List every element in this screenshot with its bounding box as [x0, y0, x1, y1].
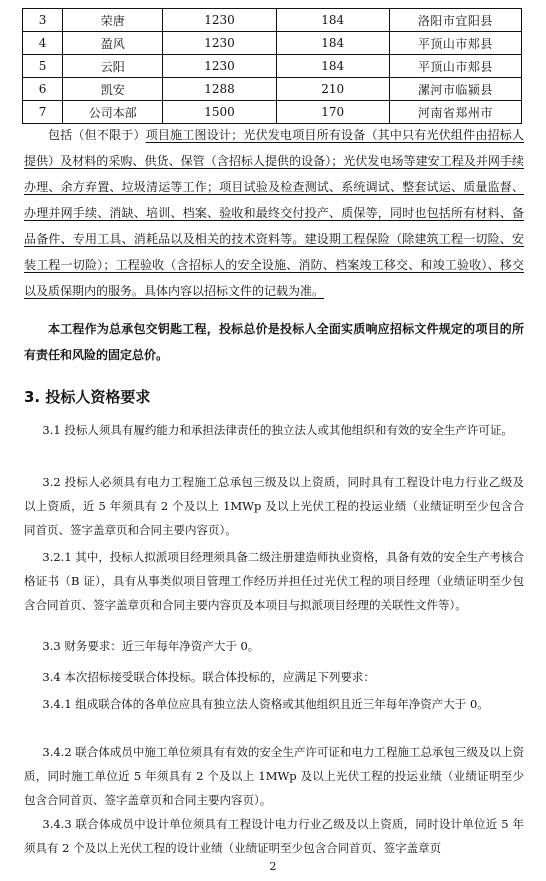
value-cell: 1230: [163, 32, 276, 55]
value-cell: 1230: [163, 9, 276, 32]
clause-3-2: 3.2 投标人必须具有电力工程施工总承包三级及以上资质，同时具有工程设计电力行业乙级及以上资质，近 5 年须具有 2 个及以上 1MWp 及以上光伏工程的投运业绩（业绩证明至少包含合同首页、签字盖章页和合同主要内容页）。: [24, 475, 524, 537]
table-row: [23, 101, 522, 124]
value-cell: 1230: [163, 55, 276, 78]
turnkey-statement: 本工程作为总承包交钥匙工程，投标总价是投标人全面实质响应招标文件规定的项目的所有责任和风险的固定总价。: [24, 322, 524, 362]
clause-3-3: 3.3 财务要求：近三年每年净资产大于 0。: [42, 639, 260, 653]
row-number: 3: [23, 9, 63, 32]
row-number: 7: [23, 101, 63, 124]
site-name: 荣唐: [63, 9, 163, 32]
site-name: 凯安: [63, 78, 163, 101]
site-name: 公司本部: [63, 101, 163, 124]
location-cell: 平顶山市郏县: [389, 55, 521, 78]
section-title: 3. 投标人资格要求: [24, 388, 151, 406]
table-row: [23, 78, 522, 101]
table-row: [23, 32, 522, 55]
value-cell: 210: [276, 78, 389, 101]
value-cell: 1500: [163, 101, 276, 124]
page-number: 2: [269, 860, 277, 873]
project-site-table: [22, 8, 522, 124]
value-cell: 184: [276, 9, 389, 32]
location-cell: 平顶山市郏县: [389, 32, 521, 55]
value-cell: 184: [276, 32, 389, 55]
clause-3-4-2: 3.4.2 联合体成员中施工单位须具有有效的安全生产许可证和电力工程施工总承包三级及以上资质，同时施工单位近 5 年须具有 2 个及以上 1MWp 及以上光伏工程的投运业绩（业绩证明至少包含合同首页、签字盖章页和合同主要内容页）。: [24, 745, 524, 807]
row-number: 4: [23, 32, 63, 55]
table-row: [23, 9, 522, 32]
value-cell: 1288: [163, 78, 276, 101]
location-cell: 河南省郑州市: [389, 101, 521, 124]
value-cell: 170: [276, 101, 389, 124]
scope-prefix: 包括（但不限于）: [48, 128, 146, 142]
site-name: 盈风: [63, 32, 163, 55]
table-row: [23, 55, 522, 78]
clause-3-2-1: 3.2.1 其中，投标人拟派项目经理须具备二级注册建造师执业资格，具备有效的安全生产考核合格证书（B 证），具有从事类似项目管理工作经历并担任过光伏工程的项目经理（业绩证明至少包含合同首页、签字盖章页和合同主要内容页及本项目与拟派项目经理的关联性文件等）。: [24, 550, 524, 612]
location-cell: 漯河市临颍县: [389, 78, 521, 101]
scope-underlined-text: 项目施工图设计；光伏发电项目所有设备（其中只有光伏组件由招标人提供）及材料的采购、供货、保管（含招标人提供的设备）；光伏发电场等建安工程及并网手续办理、余方弃置、垃圾清运等工作；项目试验及检查测试、系统调试、整套试运、质量监督、办理并网手续、消缺、培训、档案、验收和最终交付投产、质保等，同时也包括所有材料、备品备件、专用工具、消耗品以及相关的技术资料等。建设期工程保险（除建筑工程一切险、安装工程一切险）；工程验收（含招标人的安全设施、消防、档案竣工移交、和竣工验收）、移交以及质保期内的服务。具体内容以招标文件的记载为准。: [24, 128, 524, 298]
clause-3-1: 3.1 投标人须具有履约能力和承担法律责任的独立法人或其他组织和有效的安全生产许可证。: [42, 423, 513, 437]
row-number: 5: [23, 55, 63, 78]
clause-3-4-3: 3.4.3 联合体成员中设计单位须具有工程设计电力行业乙级及以上资质，同时设计单位近 5 年须具有 2 个及以上光伏工程的设计业绩（业绩证明至少包含合同首页、签字盖章页: [24, 817, 524, 855]
clause-3-4: 3.4 本次招标接受联合体投标。联合体投标的，应满足下列要求：: [42, 670, 375, 684]
site-name: 云阳: [63, 55, 163, 78]
row-number: 6: [23, 78, 63, 101]
location-cell: 洛阳市宜阳县: [389, 9, 521, 32]
scope-paragraph: [24, 122, 524, 304]
value-cell: 184: [276, 55, 389, 78]
clause-3-4-1: 3.4.1 组成联合体的各单位应具有独立法人资格或其他组织且近三年每年净资产大于 0。: [42, 697, 489, 711]
